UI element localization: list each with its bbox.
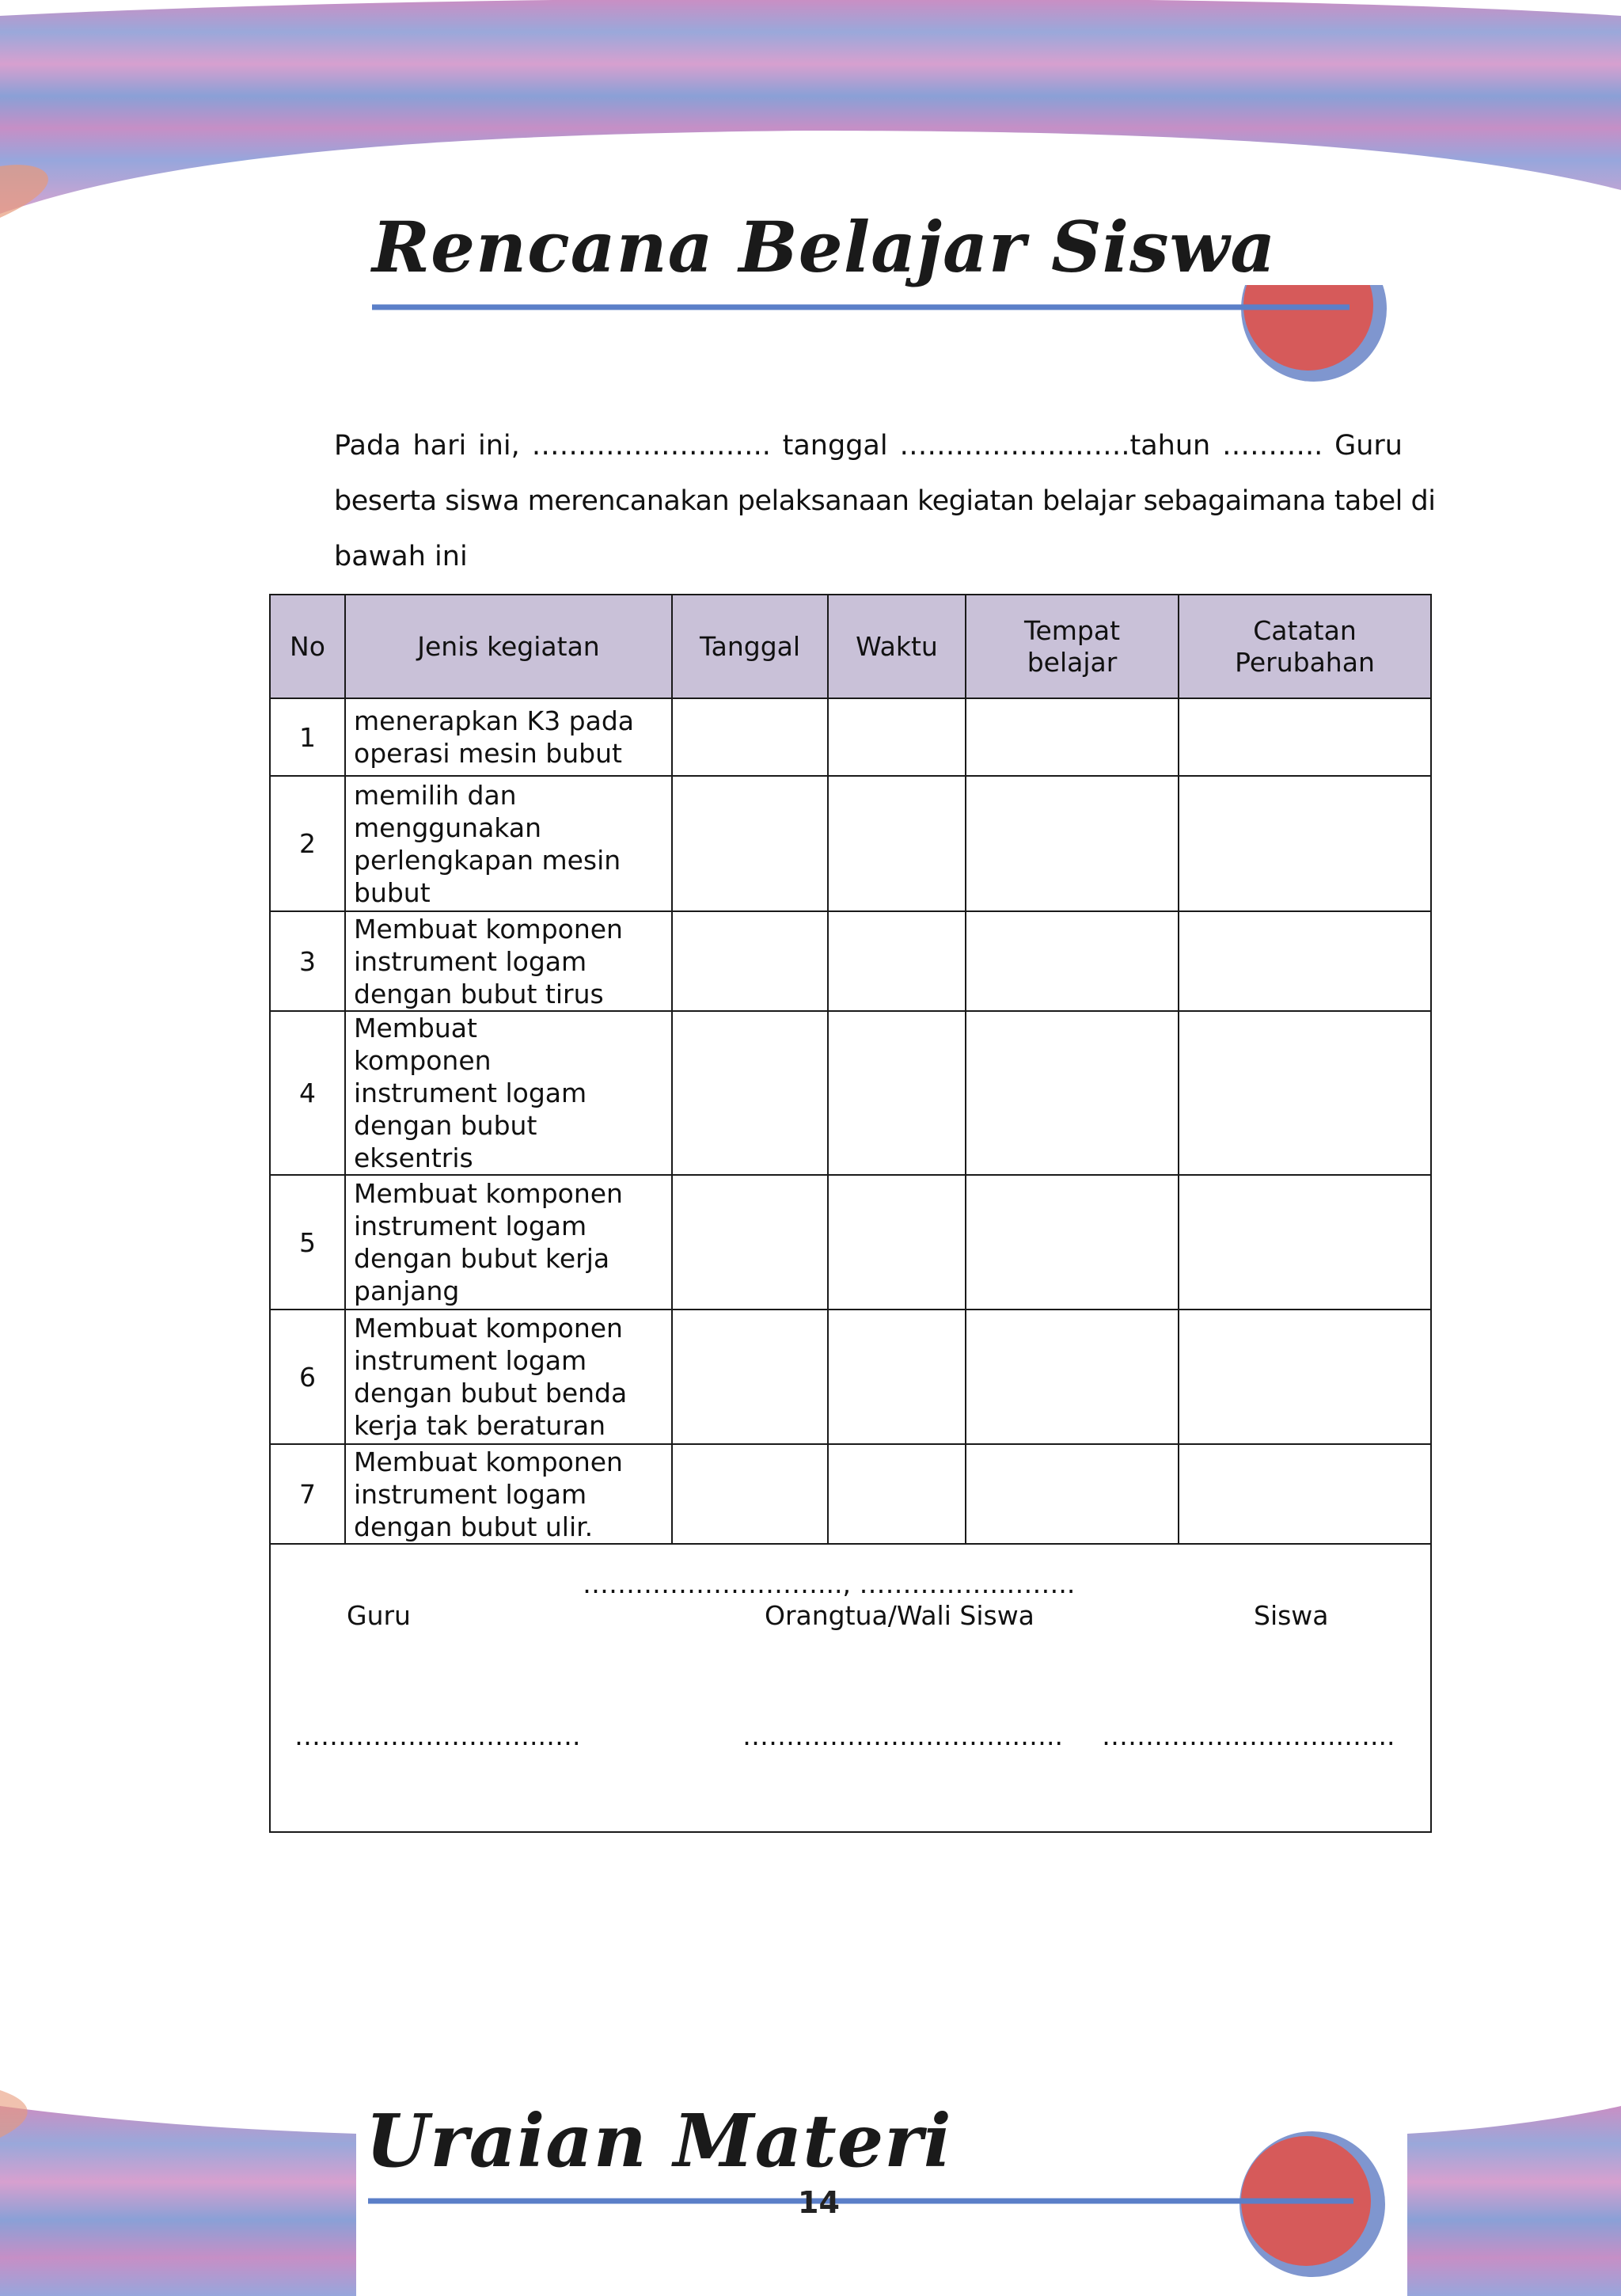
header-activity: Jenis kegiatan xyxy=(345,595,672,698)
intro-word: ini, xyxy=(478,430,520,462)
row-notes-cell[interactable] xyxy=(1179,776,1431,911)
parent-label: Orangtua/Wali Siswa xyxy=(765,1600,1034,1631)
table-row xyxy=(270,776,1431,911)
intro-word: Pada xyxy=(334,430,401,462)
title-rule xyxy=(368,285,1397,396)
table-row xyxy=(270,698,1431,776)
student-signature-line[interactable]: ……………..………..…... xyxy=(1102,1720,1395,1751)
row-date-cell[interactable] xyxy=(672,1011,828,1175)
header-place: Tempat belajar xyxy=(966,595,1179,698)
row-number: 2 xyxy=(270,776,345,911)
row-notes-cell[interactable] xyxy=(1179,1175,1431,1310)
row-time-cell[interactable] xyxy=(828,911,966,1011)
row-place-cell[interactable] xyxy=(966,1175,1179,1310)
parent-signature-line[interactable]: …………………………..….. xyxy=(742,1720,1063,1751)
table-row xyxy=(270,911,1431,1011)
guru-signature-line[interactable]: ………………………..…. xyxy=(294,1720,581,1751)
row-number: 7 xyxy=(270,1444,345,1544)
row-time-cell[interactable] xyxy=(828,1444,966,1544)
table-header-row xyxy=(270,595,1431,698)
header-no: No xyxy=(270,595,345,698)
signature-row xyxy=(270,1544,1431,1832)
row-time-cell[interactable] xyxy=(828,698,966,776)
row-time-cell[interactable] xyxy=(828,1175,966,1310)
guru-label: Guru xyxy=(347,1600,411,1631)
row-number: 4 xyxy=(270,1011,345,1175)
row-number: 5 xyxy=(270,1175,345,1310)
intro-blank: …………………….. xyxy=(531,430,771,462)
row-activity: Membuat komponen instrument logam dengan bubut tirus xyxy=(345,911,672,1011)
intro-word: Guru xyxy=(1334,430,1403,462)
footer-rule xyxy=(364,2122,1401,2296)
page-title: Rencana Belajar Siswa xyxy=(372,206,1277,288)
row-date-cell[interactable] xyxy=(672,1175,828,1310)
row-place-cell[interactable] xyxy=(966,776,1179,911)
study-plan-table xyxy=(269,594,1432,1833)
row-activity: Membuat komponen instrument logam dengan bubut eksentris xyxy=(345,1011,672,1175)
row-number: 1 xyxy=(270,698,345,776)
row-activity: Membuat komponen instrument logam dengan bubut kerja panjang xyxy=(345,1175,672,1310)
row-place-cell[interactable] xyxy=(966,698,1179,776)
row-activity: Membuat komponen instrument logam dengan bubut benda kerja tak beraturan xyxy=(345,1310,672,1444)
row-place-cell[interactable] xyxy=(966,911,1179,1011)
row-date-cell[interactable] xyxy=(672,1444,828,1544)
student-label: Siswa xyxy=(1254,1600,1329,1631)
row-notes-cell[interactable] xyxy=(1179,1310,1431,1444)
row-number: 3 xyxy=(270,911,345,1011)
header-time: Waktu xyxy=(828,595,966,698)
intro-paragraph xyxy=(334,418,1436,584)
signature-block xyxy=(271,1545,1430,1831)
table-row xyxy=(270,1444,1431,1544)
row-notes-cell[interactable] xyxy=(1179,1444,1431,1544)
intro-line-2: beserta siswa merencanakan pelaksanaan kegiatan belajar sebagaimana tabel di xyxy=(334,485,1436,517)
row-time-cell[interactable] xyxy=(828,776,966,911)
row-notes-cell[interactable] xyxy=(1179,911,1431,1011)
header-date: Tanggal xyxy=(672,595,828,698)
intro-word: hari xyxy=(412,430,467,462)
table-row xyxy=(270,1011,1431,1175)
row-date-cell[interactable] xyxy=(672,698,828,776)
intro-word: tanggal xyxy=(782,430,888,462)
row-number: 6 xyxy=(270,1310,345,1444)
row-date-cell[interactable] xyxy=(672,776,828,911)
table-row xyxy=(270,1310,1431,1444)
row-date-cell[interactable] xyxy=(672,1310,828,1444)
intro-line-3: bawah ini xyxy=(334,541,468,572)
intro-blank: …………………….tahun xyxy=(899,430,1211,462)
signature-cell xyxy=(270,1544,1431,1832)
table-row xyxy=(270,1175,1431,1310)
header-notes: Catatan Perubahan xyxy=(1179,595,1431,698)
intro-blank: ……….. xyxy=(1222,430,1323,462)
row-time-cell[interactable] xyxy=(828,1011,966,1175)
place-date-blank[interactable]: ………………………..., ……………..…….. xyxy=(583,1568,1076,1599)
row-activity: menerapkan K3 pada operasi mesin bubut xyxy=(345,698,672,776)
footer-title: Uraian Materi xyxy=(366,2098,952,2184)
row-place-cell[interactable] xyxy=(966,1444,1179,1544)
row-notes-cell[interactable] xyxy=(1179,698,1431,776)
row-activity: memilih dan menggunakan perlengkapan mesin bubut xyxy=(345,776,672,911)
intro-line-1 xyxy=(334,418,1403,473)
row-place-cell[interactable] xyxy=(966,1310,1179,1444)
row-activity: Membuat komponen instrument logam dengan bubut ulir. xyxy=(345,1444,672,1544)
page-number: 14 xyxy=(798,2185,840,2220)
row-notes-cell[interactable] xyxy=(1179,1011,1431,1175)
row-place-cell[interactable] xyxy=(966,1011,1179,1175)
row-date-cell[interactable] xyxy=(672,911,828,1011)
row-time-cell[interactable] xyxy=(828,1310,966,1444)
